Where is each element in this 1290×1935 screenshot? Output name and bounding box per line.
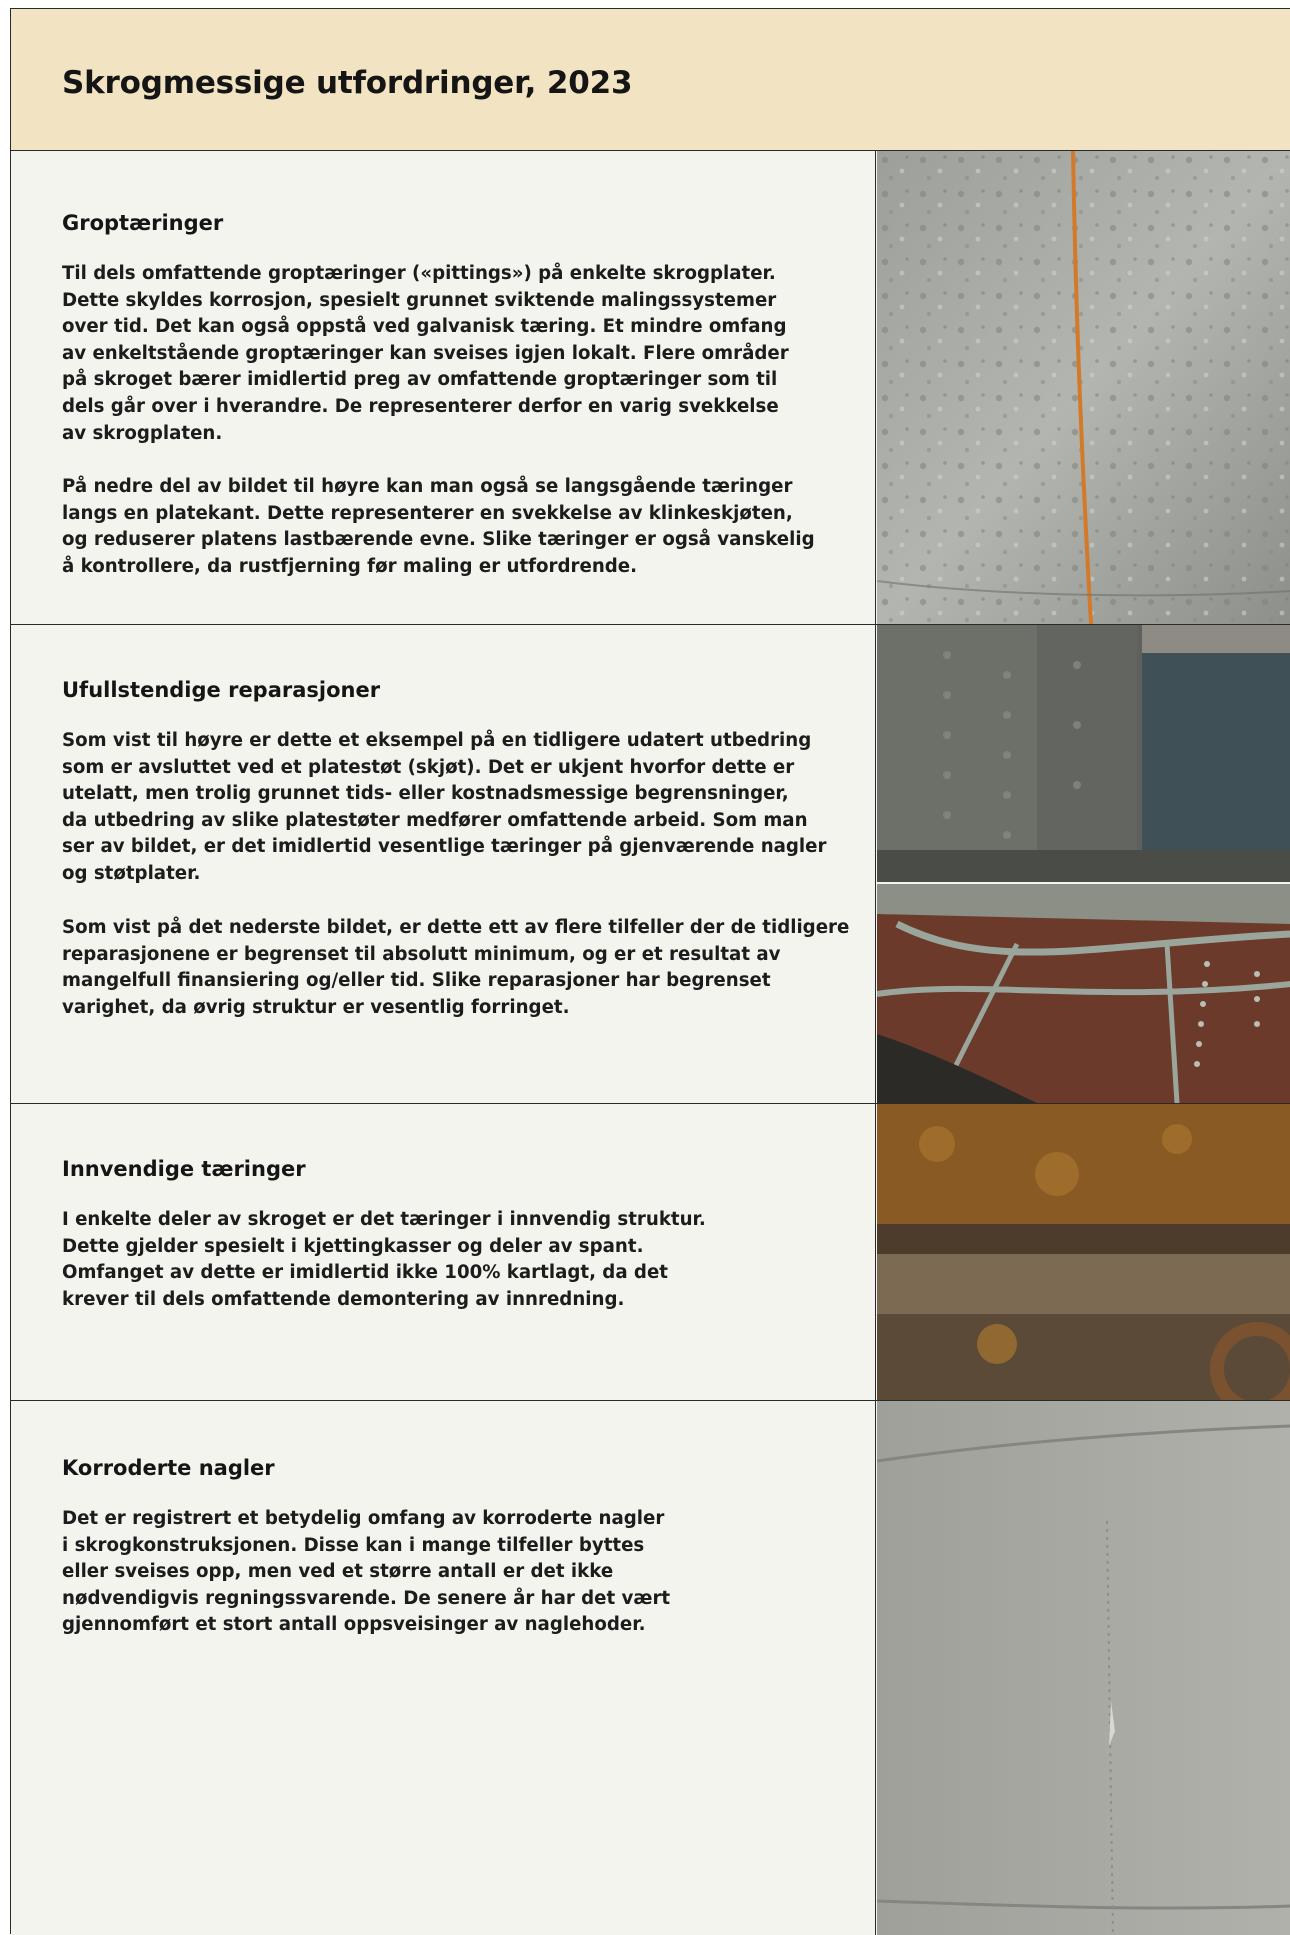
pitted-hull-plate-photo bbox=[877, 151, 1290, 624]
section-innvendige-taeringer bbox=[11, 1104, 1290, 1401]
section-ufullstendige-reparasjoner bbox=[11, 625, 1290, 1104]
section-paragraph: I enkelte deler av skroget er det tæringer i innvendig struktur. Dette gjelder spesielt i kjettingkasser og deler av spant. Omfanget av dette er imidlertid ikke 100% kartlagt, da det krever til dels omfattende demontering av innredning. bbox=[62, 1209, 706, 1310]
section-paragraph: Som vist på det nederste bildet, er dette ett av flere tilfeller der de tidligere reparasjonene er begrenset til absolutt minimum, og er et resultat av mangelfull finansiering og/eller tid. Slike reparasjoner har begrenset varighet, da øvrig struktur er vesentlig forringet. bbox=[62, 917, 850, 1018]
section-korroderte-nagler bbox=[11, 1401, 1290, 1935]
section-paragraph: På nedre del av bildet til høyre kan man også se langsgående tæringer langs en platekant. Dette representerer en svekkelse av klinkeskjøten, og reduserer platens lastbærende evne. Slike tæringer er også vanskelig å kontrollere, da rustfjerning før maling er utfordrende. bbox=[62, 476, 815, 577]
section-text bbox=[11, 625, 876, 1103]
section-groptaeringer bbox=[11, 151, 1290, 625]
internal-corrosion-photo bbox=[877, 1104, 1290, 1400]
section-heading: Ufullstendige reparasjoner bbox=[62, 678, 381, 702]
section-text bbox=[11, 1104, 876, 1400]
page bbox=[10, 8, 1290, 1934]
plate-joint-repair-photo bbox=[877, 625, 1290, 882]
section-paragraph: Det er registrert et betydelig omfang av korroderte nagler i skrogkonstruksjonen. Disse kan i mange tilfeller byttes eller sveises opp, men ved et større antall er det ikke nødvendigvis regningssvarende. De senere år har det vært gjennomført et stort antall oppsveisinger av naglehoder. bbox=[62, 1508, 671, 1636]
section-text bbox=[11, 1401, 876, 1935]
section-heading: Korroderte nagler bbox=[62, 1456, 275, 1480]
minimal-repair-photo bbox=[877, 884, 1290, 1103]
section-heading: Innvendige tæringer bbox=[62, 1157, 306, 1181]
section-paragraph: Som vist til høyre er dette et eksempel på en tidligere udatert utbedring som er avsluttet ved et platestøt (skjøt). Det er ukjent hvorfor dette er utelatt, men trolig grunnet tids- eller kostnadsmessige begrensninger, da utbedring av slike platestøter medfører omfattende arbeid. Som man ser av bildet, er det imidlertid vesentlige tæringer på gjenværende nagler og støtplater. bbox=[62, 730, 827, 884]
section-paragraph: Til dels omfattende groptæringer («pittings») på enkelte skrogplater. Dette skyldes korrosjon, spesielt grunnet sviktende malingssystemer over tid. Det kan også oppstå ved galvanisk tæring. Et mindre omfang av enkeltstående groptæringer kan sveises igjen lokalt. Flere områder på skroget bærer imidlertid preg av omfattende groptæringer som til dels går over i hverandre. De representerer derfor en varig svekkelse av skrogplaten. bbox=[62, 263, 789, 444]
section-text bbox=[11, 151, 876, 624]
header-band bbox=[11, 9, 1290, 151]
page-title: Skrogmessige utfordringer, 2023 bbox=[62, 65, 633, 101]
riveted-hull-photo bbox=[877, 1401, 1290, 1935]
section-heading: Groptæringer bbox=[62, 211, 224, 235]
